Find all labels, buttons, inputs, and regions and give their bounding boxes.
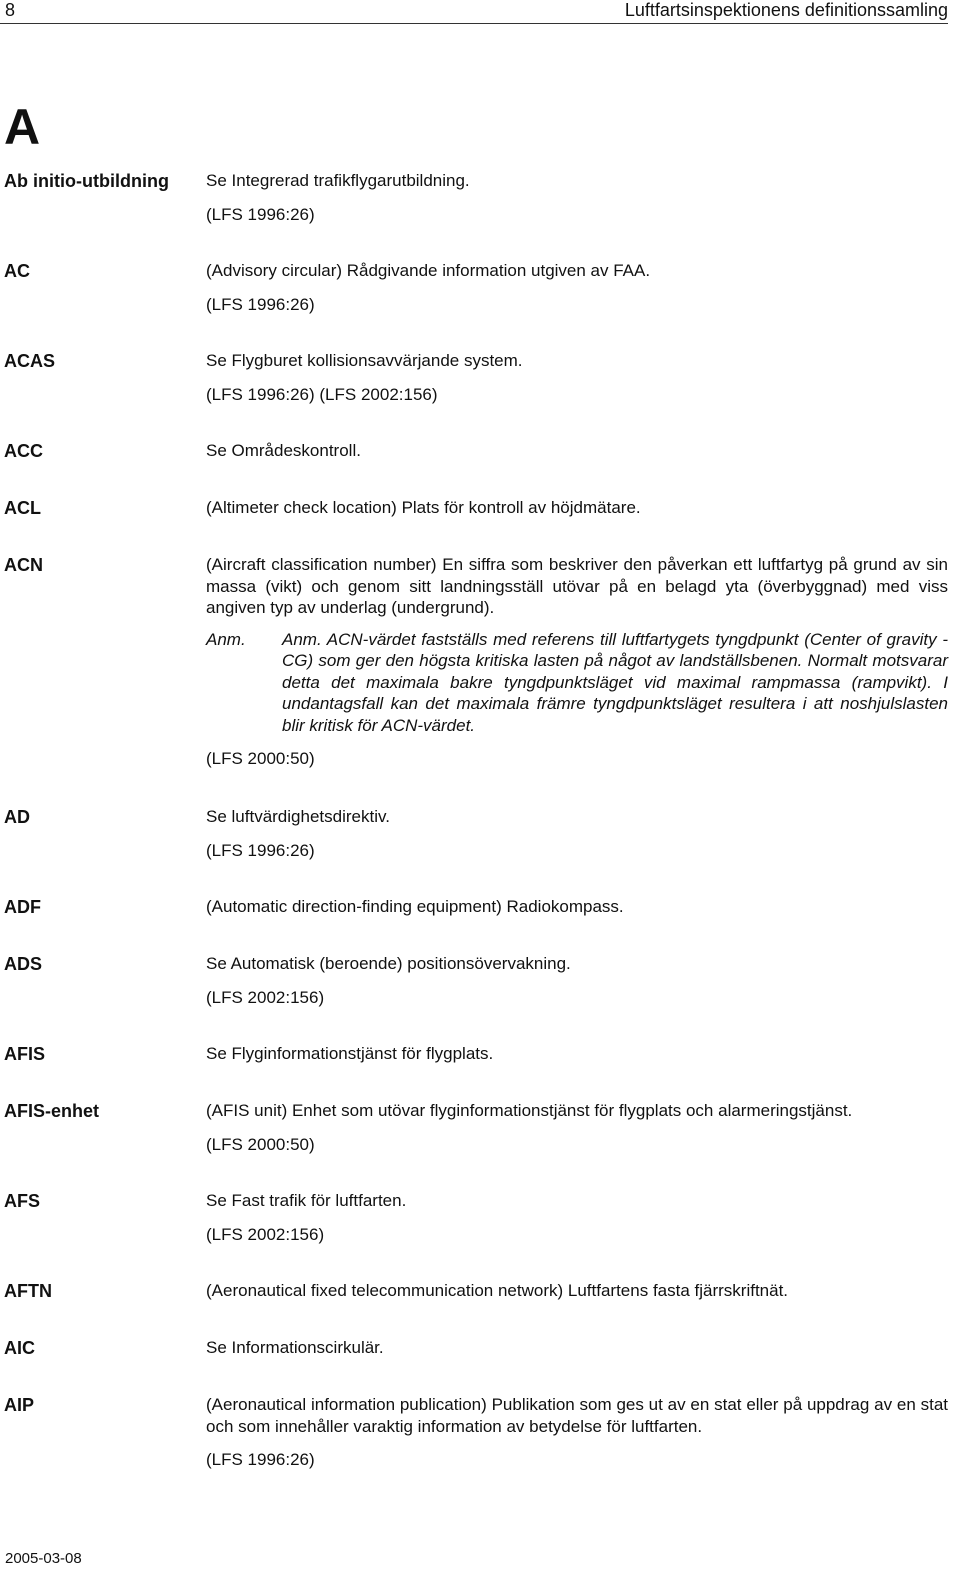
entry-term: AC <box>4 261 30 281</box>
entry-definition: (Aeronautical information publication) Publikation som ges ut av en stat eller på uppdrag av en stat och som innehåller varaktig information av betydelse för luftfarten. <box>206 1395 948 1436</box>
entry-term: AD <box>4 807 30 827</box>
entry-definition: Se Informationscirkulär. <box>206 1338 384 1357</box>
entry-definition: Se luftvärdighetsdirektiv. <box>206 807 390 826</box>
definition-entry <box>0 806 960 896</box>
definition-entry <box>0 953 960 1043</box>
definition-entry <box>0 554 960 806</box>
definition-entry <box>0 1394 960 1494</box>
entry-definition: Se Flygburet kollisionsavvärjande system. <box>206 351 523 370</box>
entry-reference: (LFS 1996:26) <box>206 1450 315 1469</box>
entry-definition: (Aircraft classification number) En siffra som beskriver den påverkan ett luftfartyg på grund av sin massa (vikt) och genom sitt landningsställ utövar på en belagd yta (överbyggnad) med viss angiven typ av underlag (undergrund). <box>206 555 948 617</box>
definition-entry <box>0 1043 960 1100</box>
entry-reference: (LFS 2002:156) <box>206 1224 325 1244</box>
page-header <box>0 0 960 24</box>
entry-reference: (LFS 2002:156) <box>206 987 325 1007</box>
entry-definition: Se Fast trafik för luftfarten. <box>206 1191 407 1210</box>
entry-note <box>206 629 948 737</box>
entry-term: ADS <box>4 954 43 974</box>
entry-term: ACAS <box>4 351 56 371</box>
definition-entry <box>0 1190 960 1280</box>
definition-entry <box>0 1280 960 1337</box>
entry-reference: (LFS 1996:26) <box>206 840 315 860</box>
entry-reference: (LFS 1996:26) <box>206 204 315 224</box>
entry-term: AFTN <box>4 1281 52 1301</box>
section-letter: A <box>4 99 41 155</box>
definition-list <box>0 170 960 1494</box>
definition-entry <box>0 350 960 440</box>
entry-term: ACC <box>4 441 43 461</box>
entry-definition: (Altimeter check location) Plats för kontroll av höjdmätare. <box>206 498 641 517</box>
entry-term: AFIS <box>4 1044 46 1064</box>
definition-entry <box>0 1337 960 1394</box>
entry-term: AIC <box>4 1338 35 1358</box>
entry-term: ACL <box>4 498 41 518</box>
entry-reference: (LFS 1996:26) <box>206 294 315 314</box>
entry-reference: (LFS 1996:26) (LFS 2002:156) <box>206 384 438 404</box>
entry-reference: (LFS 2000:50) <box>206 1134 315 1154</box>
entry-term: AIP <box>4 1395 35 1415</box>
entry-definition: (Advisory circular) Rådgivande information utgiven av FAA. <box>206 261 651 280</box>
definition-entry <box>0 497 960 554</box>
entry-term: ADF <box>4 897 41 917</box>
entry-term: ACN <box>4 555 43 575</box>
entry-term: AFIS-enhet <box>4 1101 100 1121</box>
page-number: 8 <box>5 0 16 20</box>
entry-term: AFS <box>4 1191 40 1211</box>
entry-reference: (LFS 2000:50) <box>206 749 315 768</box>
definition-entry <box>0 440 960 497</box>
definition-entry <box>0 170 960 260</box>
entry-definition: Se Områdeskontroll. <box>206 441 361 460</box>
entry-definition: Se Automatisk (beroende) positionsövervakning. <box>206 954 571 973</box>
definition-entry <box>0 260 960 350</box>
note-label: Anm. <box>206 629 246 649</box>
entry-definition: (Aeronautical fixed telecommunication network) Luftfartens fasta fjärrskriftnät. <box>206 1281 789 1300</box>
entry-definition: (AFIS unit) Enhet som utövar flyginformationstjänst för flygplats och alarmeringstjänst. <box>206 1101 853 1120</box>
entry-term: Ab initio-utbildning <box>4 171 169 191</box>
definition-entry <box>0 896 960 953</box>
entry-definition: (Automatic direction-finding equipment) Radiokompass. <box>206 897 624 916</box>
footer-date: 2005-03-08 <box>5 1550 82 1567</box>
entry-definition: Se Flyginformationstjänst för flygplats. <box>206 1044 494 1063</box>
header-rule <box>0 23 948 24</box>
definition-entry <box>0 1100 960 1190</box>
entry-definition: Se Integrerad trafikflygarutbildning. <box>206 171 470 190</box>
document-title: Luftfartsinspektionens definitionssamling <box>624 0 948 20</box>
note-text: Anm. ACN-värdet fastställs med referens till luftfartygets tyngdpunkt (Center of gravity - CG) som ger den högsta kritiska lasten på något av landställsbenen. Normalt motsvarar detta det maximala bakre tyngdpunktsläget vid maximal rampmassa (rampvikt). I undantagsfall kan det maximala främre tyngdpunktsläget resultera i att noshjulslasten blir kritisk för ACN-värdet. <box>282 629 948 735</box>
